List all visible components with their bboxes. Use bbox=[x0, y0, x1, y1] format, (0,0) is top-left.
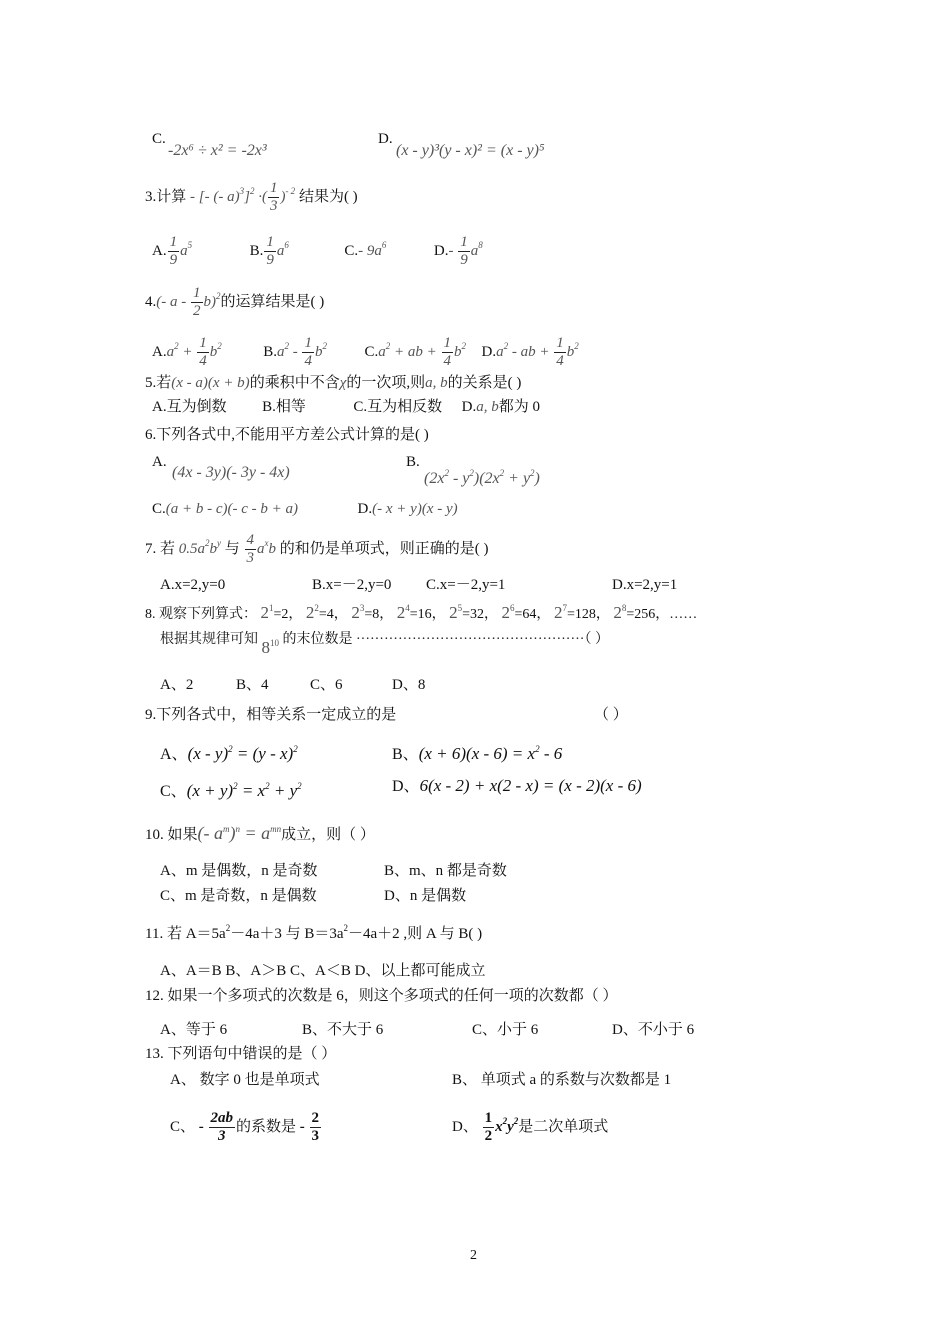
q2-option-c-expr: -2x⁶ ÷ x² = -2x³ bbox=[168, 142, 267, 159]
option-label: B、 bbox=[392, 746, 419, 763]
page-number: 2 bbox=[470, 1248, 477, 1263]
q9-option-b bbox=[392, 738, 562, 766]
q10-option-c: C、m 是奇数，n 是偶数 bbox=[160, 888, 317, 904]
option-label: C. bbox=[344, 243, 359, 259]
q10-option-d: D、n 是偶数 bbox=[384, 888, 467, 904]
math-expr: $a^8$ bbox=[470, 240, 483, 259]
math-expr: (a + b - c)(- c - b + a) bbox=[165, 501, 299, 517]
q13-option-b: B、 单项式 a 的系数与次数都是 1 bbox=[452, 1072, 672, 1088]
series-item: =256，…… bbox=[626, 607, 698, 622]
math-expr: $a^xb$ bbox=[257, 538, 277, 557]
option-label: C、 bbox=[170, 1118, 196, 1135]
math-expr: $x^2y^2$ bbox=[495, 1116, 519, 1135]
option-label: C. bbox=[152, 501, 166, 517]
option-label: D、 bbox=[452, 1119, 478, 1135]
option-label: D. bbox=[378, 131, 393, 147]
q2-option-d-expr: (x - y)³(y - x)² = (x - y)⁵ bbox=[396, 142, 545, 159]
q10-option-b: B、m、n 都是奇数 bbox=[384, 863, 507, 879]
question-11-stem bbox=[145, 917, 482, 945]
fraction: $\frac{1}{4}$ bbox=[199, 335, 207, 370]
question-6-options-cd bbox=[152, 498, 458, 520]
option-label: C、 bbox=[160, 783, 187, 800]
fraction: $\frac{1}{4}$ bbox=[443, 335, 451, 370]
math-expr: (x - a)(x + b) bbox=[171, 375, 250, 391]
q12-option-d: D、不小于 6 bbox=[612, 1022, 695, 1038]
math-expr: $(x + y)^2 = x^2 + y^2$ bbox=[186, 781, 302, 800]
series-item: =4， bbox=[318, 607, 348, 622]
q6-option-b-label: B. bbox=[406, 454, 420, 470]
series-item: =64， bbox=[514, 607, 551, 622]
q13-option-a: A、 数字 0 也是单项式 bbox=[170, 1072, 320, 1088]
series-item: =8， bbox=[364, 607, 394, 622]
question-4-stem bbox=[145, 285, 324, 320]
series-item: =32， bbox=[462, 607, 499, 622]
math-expr: (- x + y)(x - y) bbox=[372, 501, 458, 517]
fraction: $\frac{2ab}{3}$ bbox=[210, 1110, 234, 1144]
fraction: $\frac{1}{4}$ bbox=[556, 335, 564, 370]
math-expr: - bbox=[448, 243, 458, 259]
math-expr: χ bbox=[339, 375, 347, 391]
math-expr: $b^2$ bbox=[566, 341, 579, 360]
math-expr: $a^2$ + ab + bbox=[378, 341, 441, 360]
q8-option-d: D、8 bbox=[392, 677, 426, 693]
math-expr: $2^5$ bbox=[449, 603, 463, 622]
option-a: A.互为倒数 bbox=[152, 399, 227, 415]
stem-suffix: 的运算结果是( ) bbox=[220, 294, 325, 310]
option-b: B.相等 bbox=[262, 399, 306, 415]
fraction: $\frac{4}{3}$ bbox=[246, 532, 255, 567]
option-label: D. bbox=[433, 243, 449, 259]
option-label: B. bbox=[249, 243, 264, 259]
math-expr: a, b bbox=[476, 399, 499, 415]
q8-option-b: B、4 bbox=[236, 677, 269, 693]
math-expr: - bbox=[299, 1118, 309, 1135]
stem-part: 7. 若 bbox=[145, 541, 176, 557]
stem-part: 与 bbox=[224, 541, 240, 557]
math-expr: $b^2$ bbox=[209, 341, 222, 360]
math-expr: $2^3$ bbox=[351, 603, 365, 622]
stem-prefix: 4. bbox=[145, 294, 157, 310]
q10-option-a: A、m 是偶数，n 是奇数 bbox=[160, 863, 318, 879]
option-label: D. bbox=[357, 501, 373, 517]
question-3-stem bbox=[145, 180, 358, 215]
q7-option-a: A.x=2,y=0 bbox=[160, 577, 226, 593]
math-expr: $2^4$ bbox=[396, 603, 410, 622]
option-label: C. bbox=[152, 131, 166, 147]
stem-part: 10. 如果 bbox=[145, 827, 198, 843]
question-9-stem: 9.下列各式中，相等关系一定成立的是 bbox=[145, 707, 397, 723]
option-label: C. bbox=[364, 344, 379, 360]
fraction: $\frac{1}{9}$ bbox=[169, 234, 178, 269]
q9-option-d bbox=[392, 775, 642, 798]
q8-option-a: A、2 bbox=[160, 677, 194, 693]
question-9-paren: （ ） bbox=[594, 707, 628, 723]
stem-part: －4a＋2 ,则 A 与 B( ) bbox=[348, 926, 483, 942]
q6-option-a-label: A. bbox=[152, 454, 167, 470]
series-item: =128， bbox=[566, 607, 610, 622]
q9-option-a bbox=[160, 738, 298, 766]
series-item: =2， bbox=[273, 607, 303, 622]
stem-suffix: 结果为( ) bbox=[298, 189, 358, 205]
q7-option-c: C.x=－2,y=1 bbox=[426, 577, 506, 593]
math-expr: - bbox=[198, 1118, 208, 1135]
math-expr: $a^2$ - bbox=[276, 341, 302, 360]
option-label: A. bbox=[152, 344, 167, 360]
option-label: A、 bbox=[160, 746, 188, 763]
math-expr: $b^2$ bbox=[454, 341, 466, 360]
q12-option-c: C、小于 6 bbox=[472, 1022, 539, 1038]
math-expr: $8^{10}$ bbox=[261, 638, 279, 657]
q2-option-c bbox=[152, 128, 166, 150]
q6-option-b-expr: $(2x^2 - y^2)(2x^2 + y^2)$ bbox=[424, 468, 540, 487]
question-13-stem: 13. 下列语句中错误的是（ ） bbox=[145, 1046, 337, 1062]
math-expr: b)$^2$ bbox=[203, 291, 221, 310]
stem-part: 的一次项,则 bbox=[346, 375, 426, 391]
question-12-stem: 12. 如果一个多项式的次数是 6，则这个多项式的任何一项的次数都（ ） bbox=[145, 988, 618, 1004]
math-expr: )$^{- 2}$ bbox=[280, 186, 296, 205]
option-label: A. bbox=[152, 243, 167, 259]
stem-text: 8. 观察下列算式： bbox=[145, 607, 257, 622]
q12-option-b: B、不大于 6 bbox=[302, 1022, 384, 1038]
math-expr: $2^1$ bbox=[260, 603, 274, 622]
q6-option-a-expr: (4x - 3y)(- 3y - 4x) bbox=[172, 464, 290, 481]
question-4-options bbox=[152, 335, 579, 370]
option-d: D. bbox=[461, 399, 477, 415]
q7-option-b: B.x=－2,y=0 bbox=[312, 577, 392, 593]
superscript: 2 bbox=[225, 923, 231, 933]
math-expr: $0.5a^2b^y$ bbox=[178, 538, 222, 557]
math-expr: - [- (- a)$^3$]$^2$ ·( bbox=[190, 186, 267, 205]
q13-option-d bbox=[452, 1110, 608, 1145]
math-expr: a, b bbox=[425, 375, 448, 391]
question-5-options bbox=[152, 396, 540, 418]
math-expr: $2^2$ bbox=[305, 603, 319, 622]
fraction: $\frac{1}{2}$ bbox=[193, 285, 201, 320]
question-8-line2 bbox=[160, 622, 609, 657]
q8-option-c: C、6 bbox=[310, 677, 343, 693]
stem-part: －4a＋3 与 B＝3a bbox=[230, 926, 344, 942]
math-expr: $(x + 6)(x - 6) = x^2 - 6$ bbox=[418, 744, 563, 763]
q13-option-c bbox=[170, 1110, 322, 1145]
q12-option-a: A、等于 6 bbox=[160, 1022, 228, 1038]
superscript: 2 bbox=[343, 923, 349, 933]
stem-part: 的关系是( ) bbox=[447, 375, 522, 391]
option-label: D、 bbox=[392, 778, 420, 795]
q9-option-c bbox=[160, 775, 302, 803]
math-expr: $2^8$ bbox=[613, 603, 627, 622]
q2-option-d bbox=[378, 128, 393, 150]
question-10-stem bbox=[145, 818, 375, 846]
stem-part: 11. 若 A＝5a bbox=[145, 926, 226, 942]
question-7-stem bbox=[145, 532, 489, 567]
stem-part: 的和仍是单项式，则正确的是( ) bbox=[279, 541, 489, 557]
math-expr: $a^2$ - ab + bbox=[496, 341, 554, 360]
fraction: $\frac{1}{4}$ bbox=[304, 335, 312, 370]
math-expr: $b^2$ bbox=[314, 341, 327, 360]
option-text: 的系数是 bbox=[236, 1118, 297, 1135]
math-expr: (- a - bbox=[156, 294, 190, 310]
stem-text: 的末位数是 ·················································（ ） bbox=[282, 632, 609, 647]
q7-option-d: D.x=2,y=1 bbox=[612, 577, 678, 593]
option-text: 是二次单项式 bbox=[518, 1119, 609, 1135]
question-6-stem: 6.下列各式中,不能用平方差公式计算的是( ) bbox=[145, 427, 429, 443]
option-label: D. bbox=[481, 344, 497, 360]
question-5-stem bbox=[145, 372, 521, 394]
q11-options: A、A＝B B、A＞B C、A＜B D、以上都可能成立 bbox=[160, 963, 486, 979]
option-label: B. bbox=[263, 344, 277, 360]
stem-text: 根据其规律可知 bbox=[160, 632, 258, 647]
series-item: =16， bbox=[409, 607, 446, 622]
math-expr: $2^6$ bbox=[501, 603, 515, 622]
option-d-suffix: 都为 0 bbox=[498, 399, 540, 415]
math-expr: 6(x - 2) + x(2 - x) = (x - 2)(x - 6) bbox=[419, 776, 642, 795]
stem-part: 5.若 bbox=[145, 375, 172, 391]
math-expr: $a^6$ bbox=[276, 240, 289, 259]
math-expr: $2^7$ bbox=[553, 603, 567, 622]
math-expr: - $9a^6$ bbox=[358, 240, 387, 259]
fraction: $\frac{1}{3}$ bbox=[269, 180, 278, 215]
fraction: $\frac{1}{2}$ bbox=[484, 1110, 493, 1145]
option-c: C.互为相反数 bbox=[353, 399, 443, 415]
question-3-options bbox=[152, 234, 483, 269]
math-expr: $a^5$ bbox=[180, 240, 193, 259]
math-expr: $a^2$ + bbox=[166, 341, 197, 360]
stem-prefix: 3.计算 bbox=[145, 189, 187, 205]
stem-part: 的乘积中不含 bbox=[249, 375, 340, 391]
stem-part: 成立，则（ ） bbox=[281, 827, 375, 843]
math-expr: (x - y)$^2$ = (y - x)$^2$ bbox=[187, 744, 298, 763]
fraction: $\frac{1}{9}$ bbox=[266, 234, 274, 269]
fraction: $\frac{2}{3}$ bbox=[311, 1110, 320, 1144]
math-expr: (- $a^m)^n = a^{mn}$ bbox=[197, 823, 282, 843]
fraction: $\frac{1}{9}$ bbox=[460, 234, 468, 269]
